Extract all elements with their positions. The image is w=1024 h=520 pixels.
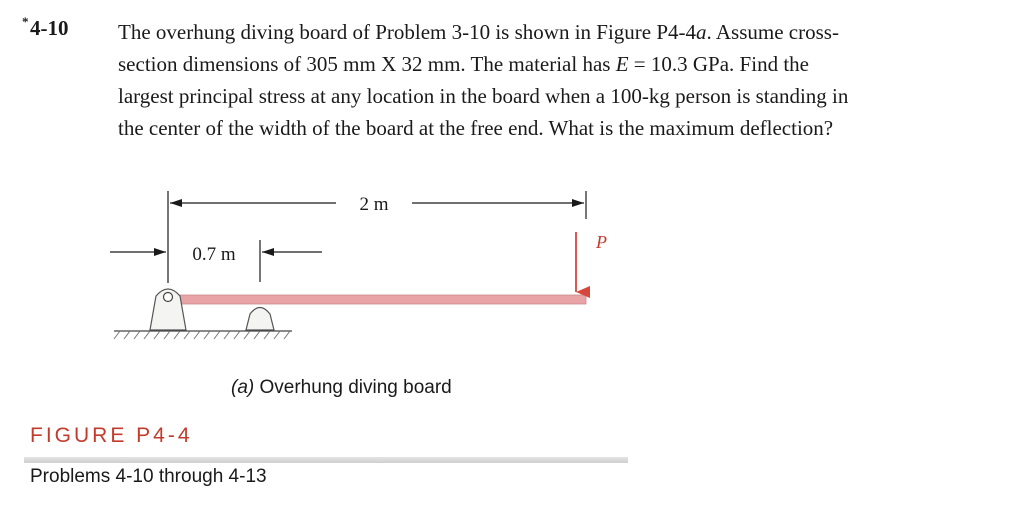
dimension-2m [168, 191, 586, 283]
rocker-support [246, 308, 274, 331]
figure-label: FIGURE P4-4 [30, 424, 193, 447]
figure-divider [24, 457, 628, 463]
figure-subtitle: Problems 4-10 through 4-13 [30, 466, 267, 487]
dim-0-7m-label: 0.7 m [192, 244, 236, 265]
ground-hatching [114, 331, 292, 339]
figure-caption: (a) Overhung diving board [231, 377, 452, 398]
problem-line-4: the center of the width of the board at the free end. What is the maximum deflection? [118, 116, 834, 140]
starred-marker: * [22, 14, 29, 29]
problem-line-3: largest principal stress at any location in the board when a 100-kg person is standing in [118, 84, 849, 108]
problem-line-1: The overhung diving board of Problem 3-10 is shown in Figure P4-4a. Assume cross- [118, 20, 839, 44]
load-p [576, 232, 607, 292]
problem-line-2: section dimensions of 305 mm X 32 mm. The material has E = 10.3 GPa. Find the [118, 52, 809, 76]
dimension-0-7m [110, 240, 322, 282]
problem-number: 4-10 [30, 16, 69, 40]
pin-icon [164, 293, 173, 302]
diving-board [170, 295, 586, 304]
dim-2m-label: 2 m [359, 194, 389, 215]
load-label: P [596, 232, 607, 252]
